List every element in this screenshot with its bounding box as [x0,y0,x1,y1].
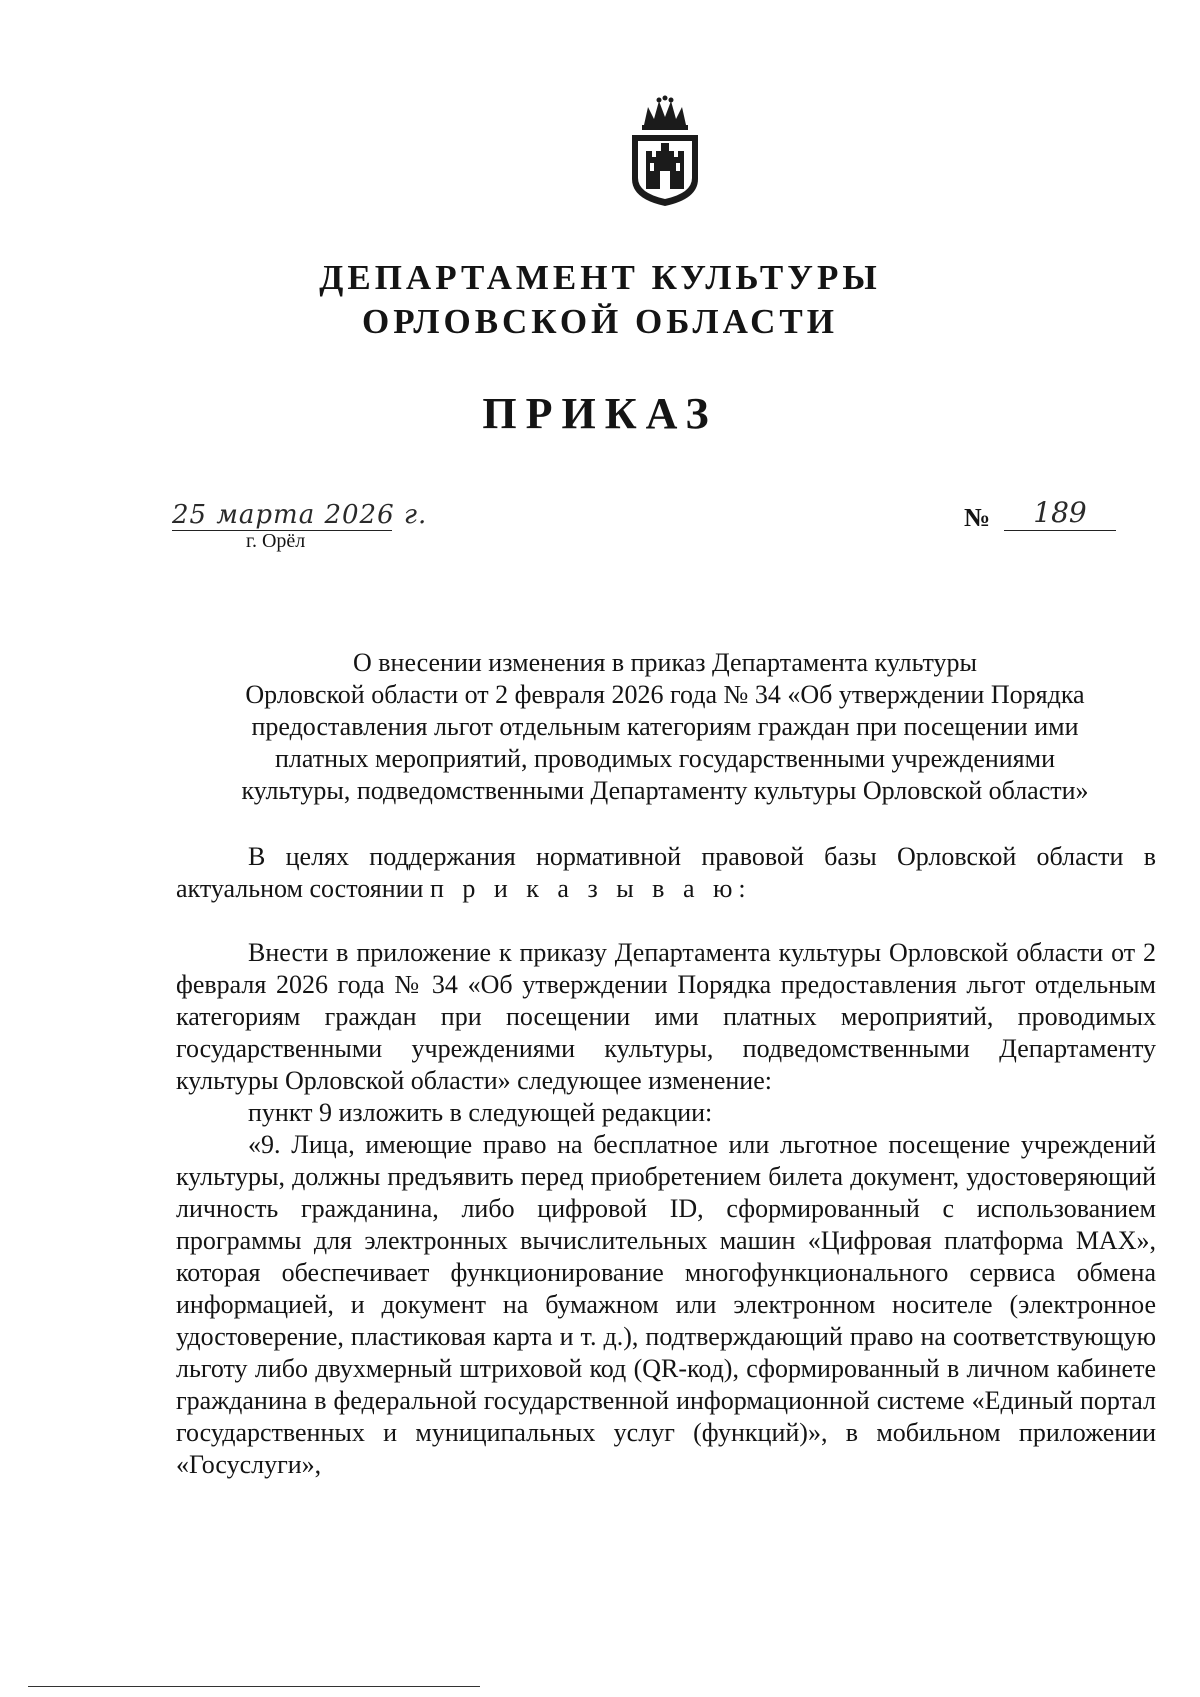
footer-rule [28,1686,480,1687]
department-name-line2: ОРЛОВСКОЙ ОБЛАСТИ [362,302,838,341]
preamble-text: В целях поддержания нормативной правовой базы Орловской области в актуальном состоянии [176,842,1156,903]
order-word: п р и к а з ы в а ю: [429,874,752,903]
number-sign: № [964,503,991,532]
subject-line: Орловской области от 2 февраля 2026 года № 34 «Об утверждении Порядка [245,680,1085,709]
order-body [176,937,1156,1481]
paragraph-clause-9: «9. Лица, имеющие право на бесплатное или льготное посещение учреждений культуры, должны предъявить перед приобретением билета документ, удостоверяющий личность гражданина, либо цифровой ID, сформированный с использованием программы для электронных вычислительных машин «Цифровая платформа МАХ», которая обеспечивает функционирование многофункционального сервиса обмена информацией, и документ на бумажном или электронном носителе (электронное удостоверение, пластиковая карта и т. д.), подтверждающий право на соответствующую льготу либо двухмерный штриховой код (QR-код), сформированный в личном кабинете гражданина в федеральной государственной информационной системе «Единый портал государственных и муниципальных услуг (функций)», в мобильном приложении «Госуслуги», [176,1130,1156,1479]
department-name-line1: ДЕПАРТАМЕНТ КУЛЬТУРЫ [319,258,881,297]
subject-line: предоставления льгот отдельным категориям граждан при посещении ими [251,712,1079,741]
city-label: г. Орёл [246,530,306,552]
order-subject [170,647,1160,807]
preamble-paragraph [176,841,1156,905]
handwritten-date: 25 марта 2026 г. [172,500,428,530]
number-underline [1004,530,1116,531]
subject-line: О внесении изменения в приказ Департамента культуры [353,648,977,677]
handwritten-number: 189 [1033,496,1087,529]
paragraph-clause-intro: пункт 9 изложить в следующей редакции: [248,1098,713,1127]
paragraph-amendment: Внести в приложение к приказу Департамента культуры Орловской области от 2 февраля 2026 года № 34 «Об утверждении Порядка предоставления льгот отдельным категориям граждан при посещении ими платных мероприятий, проводимых государственными учреждениями культуры, подведомственными Департаменту культуры Орловской области» следующее изменение: [176,938,1156,1095]
subject-line: платных мероприятий, проводимых государственными учреждениями [274,744,1056,773]
document-type-title: ПРИКАЗ [482,389,718,438]
subject-line: культуры, подведомственными Департаменту культуры Орловской области» [241,776,1089,805]
coat-of-arms-icon [626,95,704,207]
